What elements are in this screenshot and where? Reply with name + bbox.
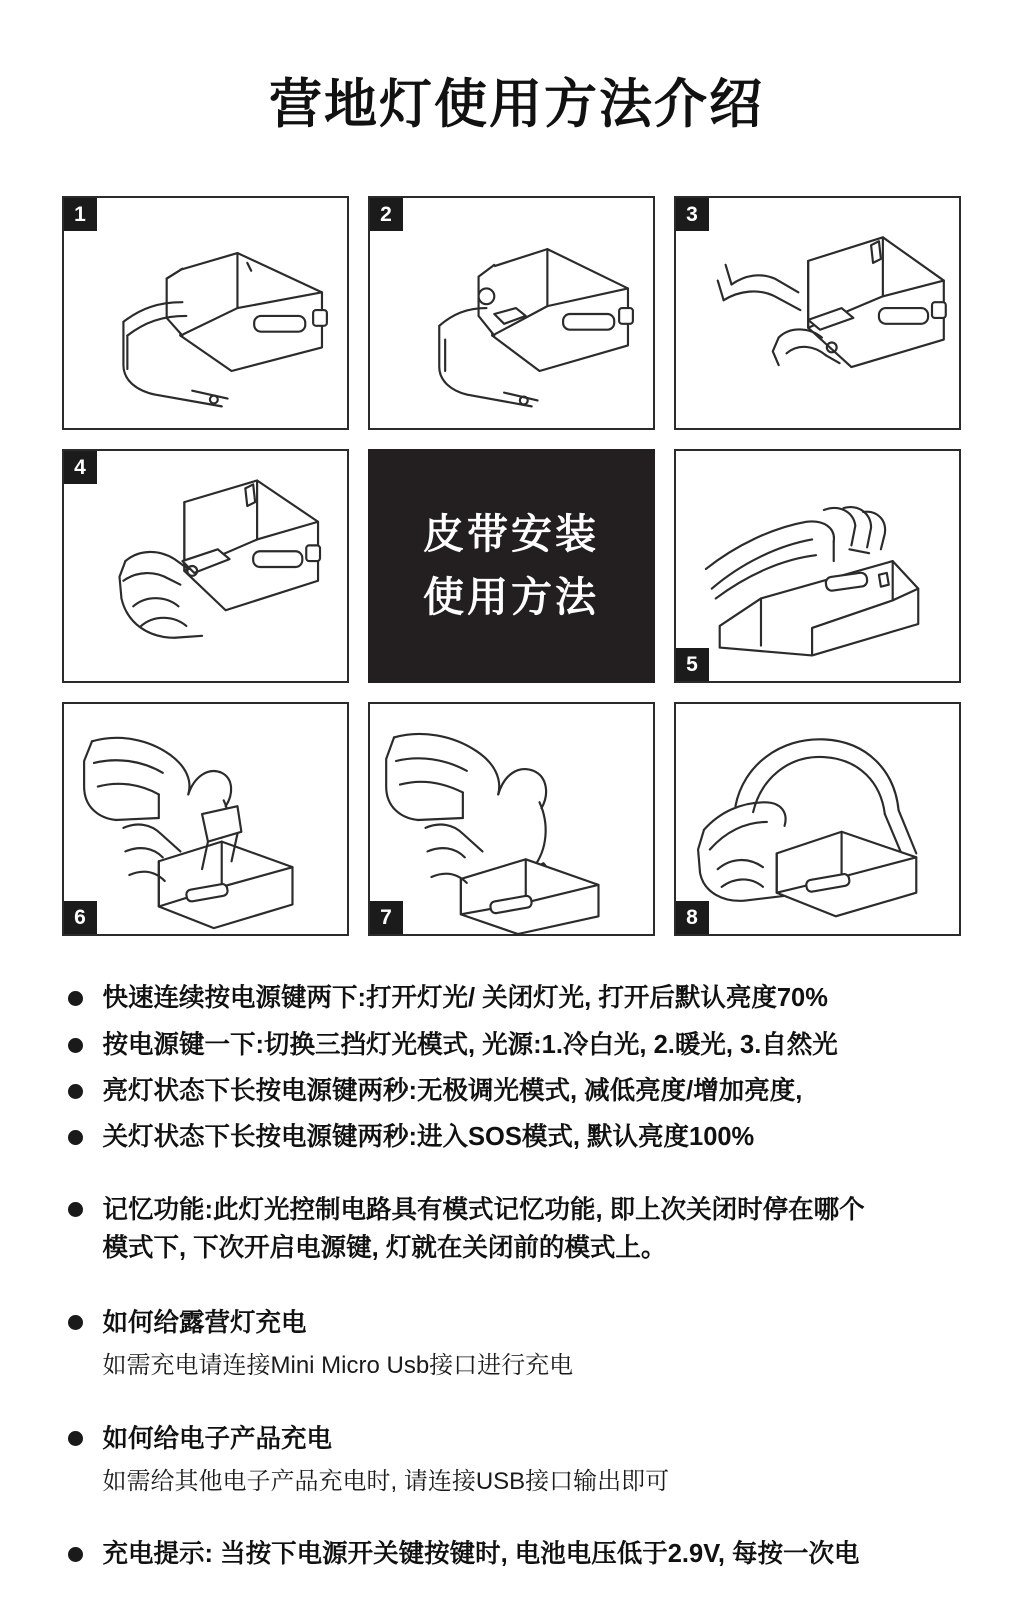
step-number-badge: 1 bbox=[64, 198, 97, 231]
step-cell-7 bbox=[368, 702, 655, 936]
step-number-badge: 2 bbox=[370, 198, 403, 231]
step-cell-4 bbox=[62, 449, 349, 683]
list-item bbox=[62, 980, 972, 1016]
bullet-icon bbox=[68, 1202, 83, 1217]
charge-lamp-block bbox=[103, 1304, 574, 1384]
panel-line-1: 皮带安装 bbox=[423, 510, 599, 557]
step-number-badge: 5 bbox=[676, 648, 709, 681]
spacer bbox=[62, 1510, 972, 1536]
panel-strap-install-title bbox=[368, 449, 655, 683]
list-item-charge-tip bbox=[62, 1536, 972, 1566]
charge-lamp-heading: 如何给露营灯充电 bbox=[102, 1308, 307, 1337]
page-title: 营地灯使用方法介绍 bbox=[269, 75, 764, 134]
charge-lamp-detail: 如需充电请连接Mini Micro Usb接口进行充电 bbox=[102, 1351, 574, 1379]
step-cell-1 bbox=[62, 196, 349, 430]
list-item-charge-device bbox=[62, 1420, 972, 1500]
step-number-badge: 8 bbox=[676, 901, 709, 934]
bullet-icon bbox=[68, 1130, 83, 1145]
list-item bbox=[62, 1119, 972, 1155]
illustration-strap-insert-3 bbox=[676, 198, 959, 428]
illustration-strap-insert-2 bbox=[370, 198, 653, 428]
memory-line-2: 模式下, 下次开启电源键, 灯就在关闭前的模式上。 bbox=[102, 1234, 667, 1263]
bullet-text: 按电源键一下:切换三挡灯光模式, 光源:1.冷白光, 2.暖光, 3.自然光 bbox=[102, 1030, 838, 1059]
spacer bbox=[62, 1394, 972, 1420]
bullet-text: 关灯状态下长按电源键两秒:进入SOS模式, 默认亮度100% bbox=[102, 1122, 755, 1151]
step-number-badge: 6 bbox=[64, 901, 97, 934]
bullet-icon bbox=[68, 1431, 83, 1446]
memory-line-1: 记忆功能:此灯光控制电路具有模式记忆功能, 即上次关闭时停在哪个 bbox=[102, 1196, 865, 1225]
bullet-icon bbox=[68, 1084, 83, 1099]
illustration-hand-pull-strap-6 bbox=[64, 704, 347, 934]
charge-tip-text: 充电提示: 当按下电源开关键按键时, 电池电压低于2.9V, 每按一次电 bbox=[102, 1539, 860, 1566]
charge-device-detail: 如需给其他电子产品充电时, 请连接USB接口输出即可 bbox=[102, 1467, 670, 1495]
charge-device-block bbox=[103, 1420, 670, 1500]
panel-line-2: 使用方法 bbox=[423, 574, 599, 621]
step-cell-2 bbox=[368, 196, 655, 430]
bullet-text: 快速连续按电源键两下:打开灯光/ 关闭灯光, 打开后默认亮度70% bbox=[102, 984, 828, 1013]
bullet-icon bbox=[68, 1038, 83, 1053]
step-cell-6 bbox=[62, 702, 349, 936]
list-item-memory-function bbox=[62, 1191, 972, 1268]
step-cell-8 bbox=[674, 702, 961, 936]
step-number-badge: 4 bbox=[64, 451, 97, 484]
memory-function-block bbox=[103, 1191, 865, 1268]
bullet-icon bbox=[68, 1547, 83, 1562]
bullet-icon bbox=[68, 1315, 83, 1330]
spacer bbox=[62, 1278, 972, 1304]
illustration-strap-insert-4 bbox=[64, 451, 347, 681]
step-cell-3 bbox=[674, 196, 961, 430]
step-cell-5 bbox=[674, 449, 961, 683]
bullet-text: 亮灯状态下长按电源键两秒:无极调光模式, 减低亮度/增加亮度, bbox=[102, 1076, 803, 1105]
illustration-strap-insert-1 bbox=[64, 198, 347, 428]
list-item-charge-lamp bbox=[62, 1304, 972, 1384]
list-item bbox=[62, 1027, 972, 1063]
step-image-grid bbox=[62, 196, 972, 936]
illustration-carry-lamp-8 bbox=[676, 704, 959, 934]
charge-device-heading: 如何给电子产品充电 bbox=[102, 1424, 333, 1453]
instructions-content bbox=[62, 980, 972, 1565]
bullet-group-operations bbox=[62, 980, 972, 1155]
illustration-hand-hold-lamp-5 bbox=[676, 451, 959, 681]
list-item bbox=[62, 1073, 972, 1109]
spacer bbox=[62, 1165, 972, 1191]
step-number-badge: 3 bbox=[676, 198, 709, 231]
bullet-icon bbox=[68, 991, 83, 1006]
illustration-hand-pull-strap-7 bbox=[370, 704, 653, 934]
step-number-badge: 7 bbox=[370, 901, 403, 934]
